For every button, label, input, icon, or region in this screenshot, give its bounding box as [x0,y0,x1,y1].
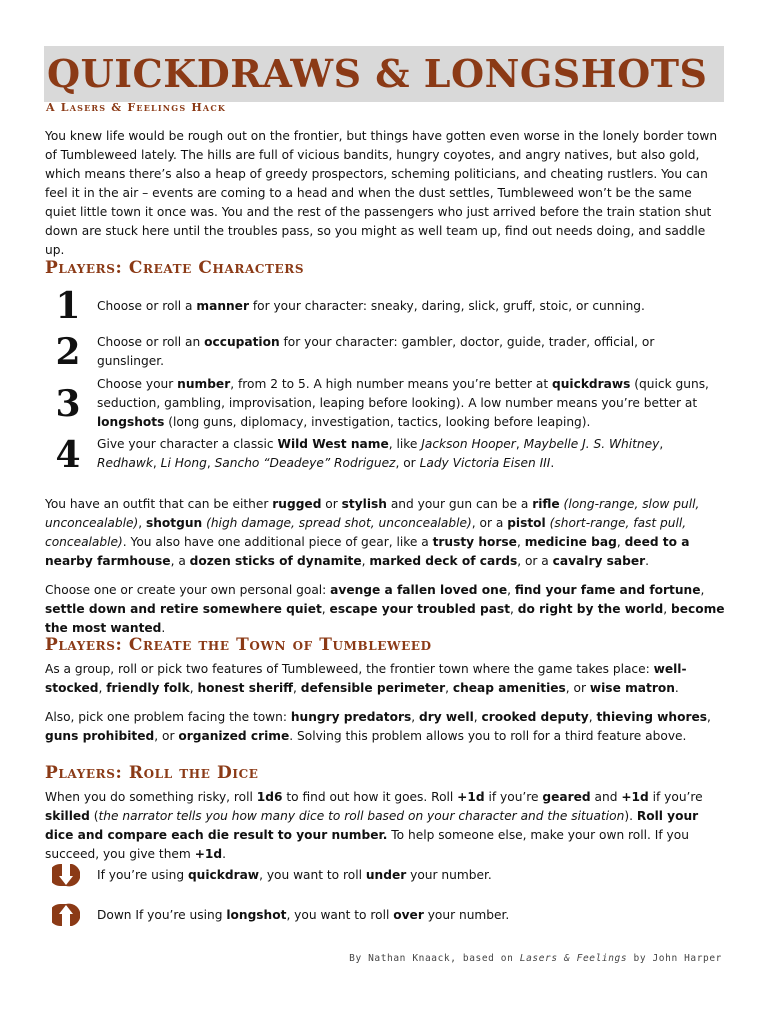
longshot-rule: Down If you’re using longshot, you want to roll over your number. [97,908,510,922]
page-title: QUICKDRAWS & LONGSHOTS [47,51,708,96]
author-credit: By Nathan Knaack, based on Lasers & Feelings by John Harper [349,953,722,964]
step-number-4: 4 [55,434,81,476]
heading-text: Roll the Dice [128,763,259,783]
heading-text: Create the Town of Tumbleweed [128,635,432,655]
step-number-1: 1 [55,285,81,327]
town-features-paragraph: As a group, roll or pick two features of Tumbleweed, the frontier town where the game takes place: well-stocked, friendly folk, honest sheriff, defensible perimeter, cheap amenities, or wise matron. [45,662,687,695]
down-arrow-icon [52,861,80,889]
town-problem-paragraph: Also, pick one problem facing the town: hungry predators, dry well, crooked deputy, thieving whores, guns prohibited, or organized crime. Solving this problem allows you to roll for a third feature above. [45,710,711,743]
up-arrow-icon [52,901,80,929]
section-heading-roll-dice [45,763,258,783]
heading-prefix: Players: [45,635,123,655]
heading-prefix: Players: [45,763,123,783]
goal-paragraph: Choose one or create your own personal goal: avenge a fallen loved one, find your fame and fortune, settle down and retire somewhere quiet, escape your troubled past, do right by the world, become the most wanted. [45,583,725,635]
step-1-text: Choose or roll a manner for your character: sneaky, daring, slick, gruff, stoic, or cunning. [97,299,645,313]
heading-prefix: Players: [45,258,123,278]
heading-text: Create Characters [128,258,305,278]
step-number-2: 2 [55,331,81,373]
section-heading-create-characters [45,258,304,278]
page-subtitle: A Lasers & Feelings Hack [46,101,227,114]
dice-rules-paragraph: When you do something risky, roll 1d6 to find out how it goes. Roll +1d if you’re geared and +1d if you’re skilled (the narrator tells you how many dice to roll based on your character and the situation). Roll your dice and compare each die result to your number. To help someone else, make your own roll. If you succeed, you give them +1d. [45,790,703,861]
section-heading-create-town [45,635,432,655]
step-number-3: 3 [55,383,81,425]
step-2-text: Choose or roll an occupation for your character: gambler, doctor, guide, trader, official, or gunslinger. [97,335,655,368]
step-4-text: Give your character a classic Wild West name, like Jackson Hooper, Maybelle J. S. Whitney, Redhawk, Li Hong, Sancho “Deadeye” Rodriguez, or Lady Victoria Eisen III. [97,437,664,470]
step-3-text: Choose your number, from 2 to 5. A high number means you’re better at quickdraws (quick guns, seduction, gambling, improvisation, leaping before looking). A low number means you’re better at longshots (long guns, diplomacy, investigation, tactics, looking before leaping). [97,377,709,429]
outfit-paragraph: You have an outfit that can be either rugged or stylish and your gun can be a rifle (long-range, slow pull, unconcealable), shotgun (high damage, spread shot, unconcealable), or a pistol (short-range, fast pull, concealable). You also have one additional piece of gear, like a trusty horse, medicine bag, deed to a nearby farmhouse, a dozen sticks of dynamite, marked deck of cards, or a cavalry saber. [45,497,700,568]
intro-paragraph: You knew life would be rough out on the frontier, but things have gotten even worse in the lonely border town of Tumbleweed lately. The hills are full of vicious bandits, hungry coyotes, and angry natives, but also gold, which means there’s also a heap of greedy prospectors, scheming politicians, and cheating rustlers. You can feel it in the air – events are coming to a head and when the dust settles, Tumbleweed won’t be the same quiet little town it once was. You and the rest of the passengers who just arrived before the train station shut down are stuck here until the troubles pass, so you might as well team up, find out needs doing, and saddle up. [45,129,718,257]
quickdraw-rule: If you’re using quickdraw, you want to roll under your number. [97,868,492,882]
